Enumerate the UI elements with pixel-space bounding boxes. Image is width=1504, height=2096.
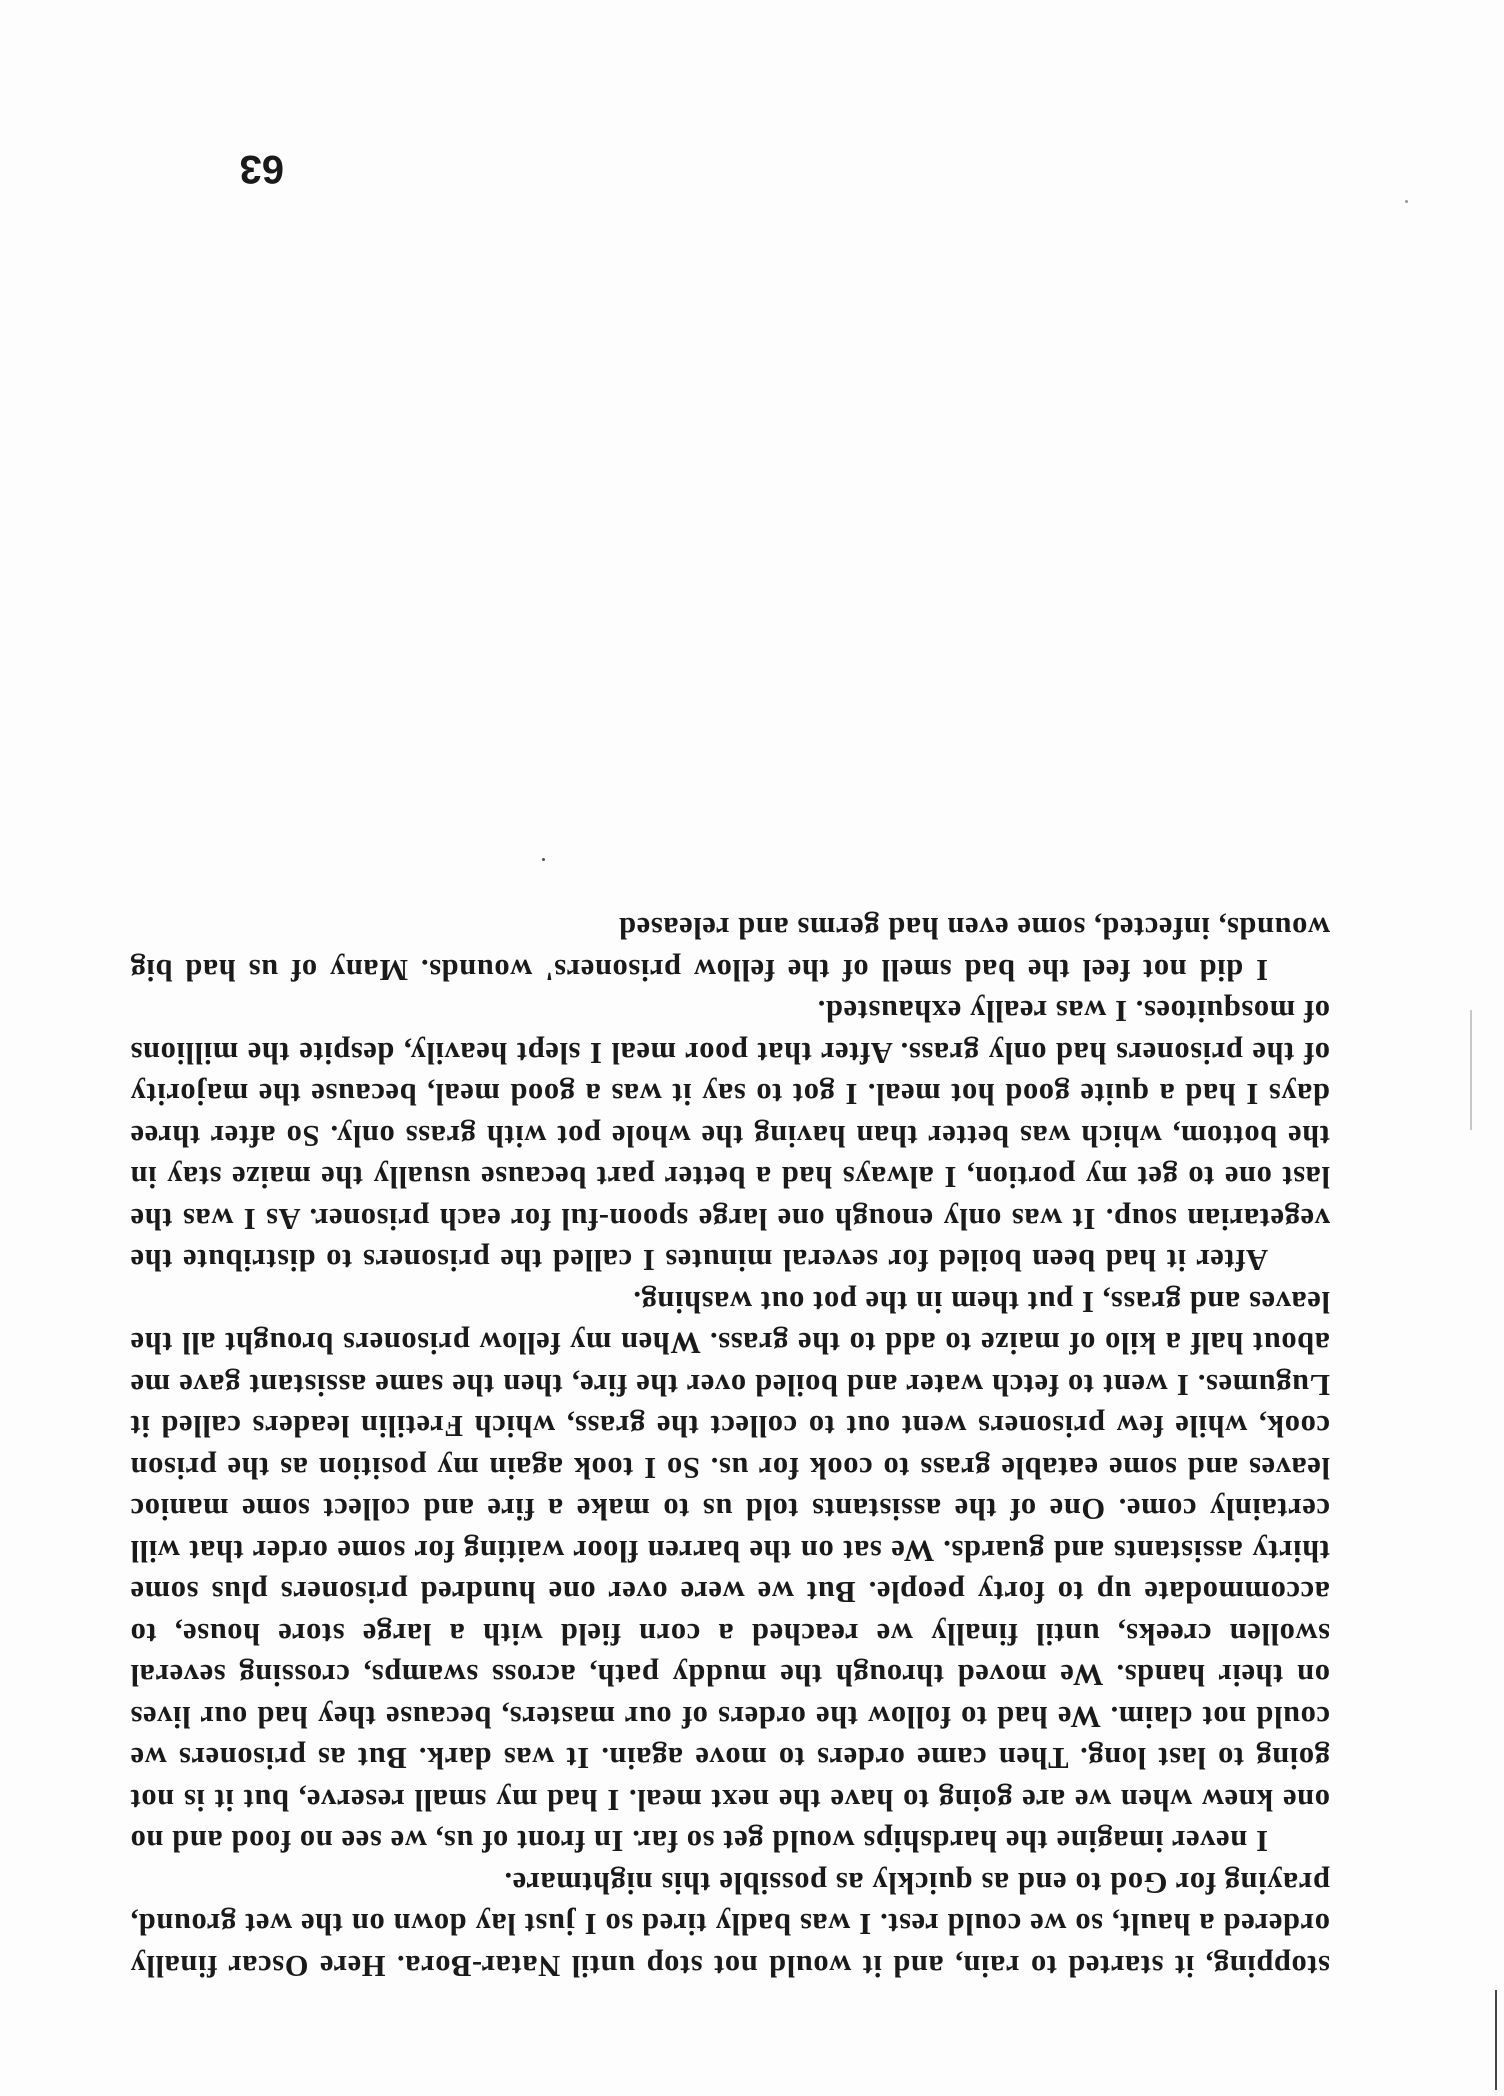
scan-edge-mark (1470, 1010, 1472, 1130)
scan-speck (542, 858, 545, 861)
scan-edge-mark (1495, 1990, 1497, 2090)
paragraph-2: I never imagine the hardships would get so far. In front of us, we see no food and no one knew when we are going to have the next meal. I had my small reserve, but it is not going to last long. Then came orders to move again. It was dark. But as prisoners we could not claim. We had to follow the orders of our masters, because they had our lives on their hands. We moved through the muddy path, across swamps, crossing several swollen creeks, until finally we reached a corn field with a large store house, to accommodate up to forty people. But we were over one hundred prisoners plus some thirty assistants and guards. We sat on the barren floor waiting for some order that will certainly come. One of the assistants told us to make a fire and collect some manioc leaves and some eatable grass to cook for us. So I took again my position as the prison cook, while few prisoners went out to collect the grass, which Fretilin leaders called it Lugumes. I went to fetch water and boiled over the fire, then the same assistant gave me about half a kilo of maize to add to the grass. When my fellow prisoners brought all the leaves and grass, I put them in the pot out washing. (130, 1285, 1330, 1859)
body-text (130, 907, 1330, 1986)
paragraph-3: After it had been boiled for several minutes I called the prisoners to distribute the vegetarian soup. It was only enough one large spoon-ful for each prisoner. As I was the last one to get my portion, I always had a better part because usually the maize stay in the bottom, which was better than having the whole pot with grass only. So after three days I had a quite good hot meal. I got to say it was a good meal, because the majority of the prisoners had only grass. After that poor meal I slept heavily, despite the millions of mosquitoes. I was really exhausted. (130, 994, 1330, 1278)
page-number: 63 (239, 147, 284, 191)
scan-speck (1405, 200, 1408, 203)
paragraph-1: stopping, it started to rain, and it would not stop until Natar-Bora. Here Oscar finally ordered a hault, so we could rest. I was badly tired so I just lay down on the wet ground, praying for God to end as quickly as possible this nightmare. (130, 1866, 1330, 1983)
paragraph-4: I did not feel the bad smell of the fellow prisoners' wounds. Many of us had big wounds, infected, some even had germs and released (130, 911, 1330, 987)
